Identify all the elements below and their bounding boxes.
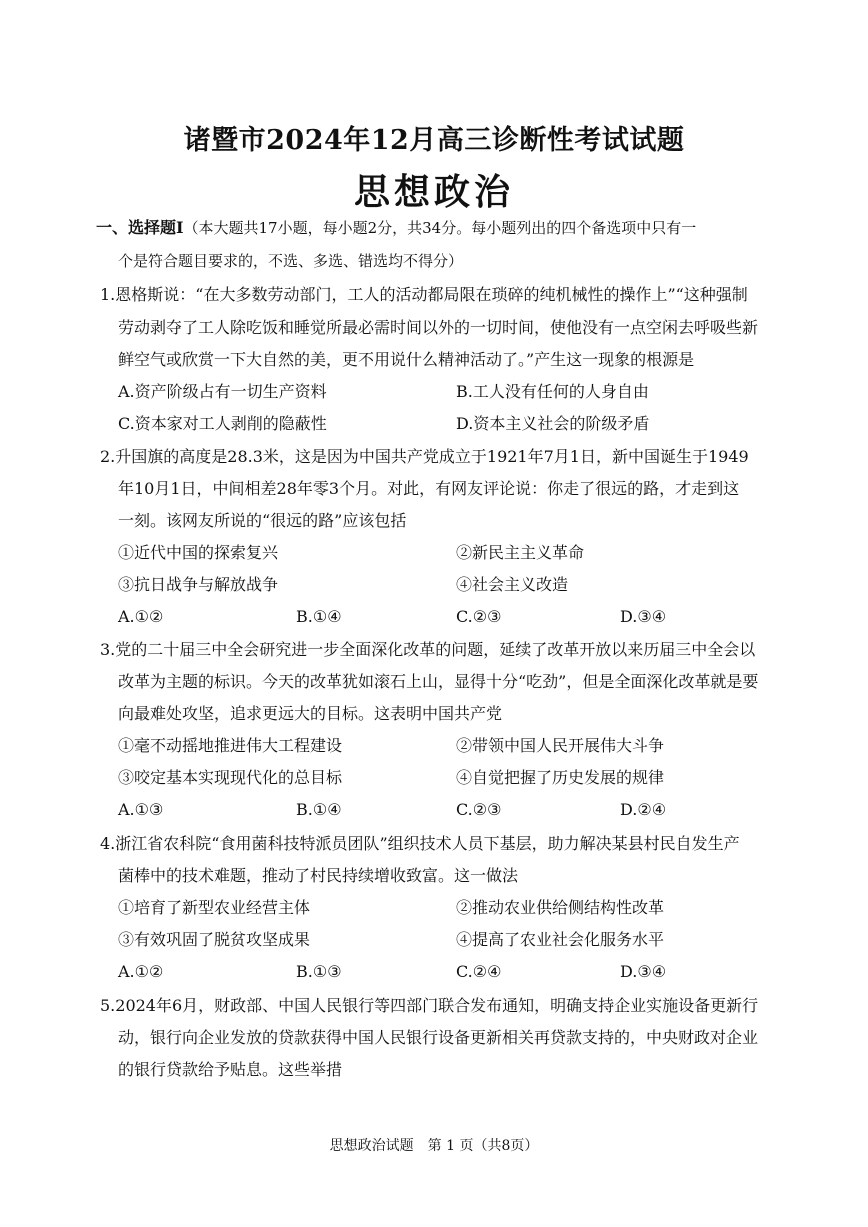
answer-option: B.①③ (296, 962, 342, 981)
answer-option: C.②④ (456, 962, 502, 981)
answer-option: A.①② (118, 607, 164, 626)
question-stem-line: 1.恩格斯说：“在大多数劳动部门，工人的活动都局限在琐碎的纯机械性的操作上”“这种强制 (100, 285, 748, 304)
answer-option: C.②③ (456, 607, 502, 626)
statement-item: ②推动农业供给侧结构性改革 (456, 898, 665, 917)
answer-option: C.②③ (456, 800, 502, 819)
answer-option: D.③④ (620, 607, 667, 626)
answer-option: B.①④ (296, 607, 342, 626)
statement-item: ③抗日战争与解放战争 (118, 575, 279, 594)
statement-item: ③咬定基本实现现代化的总目标 (118, 768, 343, 787)
answer-option: B.工人没有任何的人身自由 (456, 382, 649, 401)
answer-option: C.资本家对工人剥削的隐蔽性 (118, 414, 327, 433)
statement-item: ①毫不动摇地推进伟大工程建设 (118, 736, 343, 755)
question-stem-line: 劳动剥夺了工人除吃饭和睡觉所最必需时间以外的一切时间，使他没有一点空闲去呼吸些新 (118, 318, 759, 337)
question-stem-line: 年10月1日，中间相差28年零3个月。对此，有网友评论说：你走了很远的路，才走到这 (118, 479, 740, 498)
answer-option: A.①③ (118, 800, 164, 819)
question-stem-line: 动，银行向企业发放的贷款获得中国人民银行设备更新相关再贷款支持的，中央财政对企业 (118, 1028, 759, 1047)
statement-item: ②带领中国人民开展伟大斗争 (456, 736, 665, 755)
question-stem-line: 向最难处攻坚，追求更远大的目标。这表明中国共产党 (118, 704, 503, 723)
answer-option: D.②④ (620, 800, 667, 819)
section-heading: 一、选择题Ⅰ (96, 218, 184, 237)
statement-item: ③有效巩固了脱贫攻坚成果 (118, 930, 311, 949)
question-stem-line: 改革为主题的标识。今天的改革犹如滚石上山，显得十分“吃劲”，但是全面深化改革就是要 (118, 672, 759, 691)
section-note-line2: 个是符合题目要求的，不选、多选、错选均不得分） (118, 252, 464, 270)
question-stem-line: 的银行贷款给予贴息。这些举措 (118, 1060, 343, 1079)
statement-item: ①近代中国的探索复兴 (118, 543, 279, 562)
page-footer: 思想政治试题 第 1 页（共8页） (329, 1138, 539, 1154)
question-stem-line: 2.升国旗的高度是28.3米，这是因为中国共产党成立于1921年7月1日，新中国诞生于1949 (100, 447, 749, 466)
statement-item: ①培育了新型农业经营主体 (118, 898, 311, 917)
question-stem-line: 鲜空气或欣赏一下大自然的美，更不用说什么精神活动了。”产生这一现象的根源是 (118, 350, 695, 369)
statement-item: ④提高了农业社会化服务水平 (456, 930, 665, 949)
section-heading-line (96, 218, 696, 238)
question-stem-line: 一刻。该网友所说的“很远的路”应该包括 (118, 511, 407, 530)
question-stem-line: 5.2024年6月，财政部、中国人民银行等四部门联合发布通知，明确支持企业实施设备更新行 (100, 996, 759, 1015)
subject-title: 思想政治 (353, 171, 514, 213)
question-stem-line: 菌棒中的技术难题，推动了村民持续增收致富。这一做法 (118, 866, 519, 885)
exam-title: 诸暨市2024年12月高三诊断性考试试题 (183, 125, 685, 156)
answer-option: A.①② (118, 962, 164, 981)
statement-item: ④社会主义改造 (456, 575, 569, 594)
answer-option: D.资本主义社会的阶级矛盾 (456, 414, 650, 433)
question-stem-line: 4.浙江省农科院“食用菌科技特派员团队”组织技术人员下基层，助力解决某县村民自发生产 (100, 834, 740, 853)
statement-item: ②新民主主义革命 (456, 543, 585, 562)
question-stem-line: 3.党的二十届三中全会研究进一步全面深化改革的问题，延续了改革开放以来历届三中全会以 (100, 640, 756, 659)
answer-option: B.①④ (296, 800, 342, 819)
statement-item: ④自觉把握了历史发展的规律 (456, 768, 665, 787)
answer-option: D.③④ (620, 962, 667, 981)
answer-option: A.资产阶级占有一切生产资料 (118, 382, 327, 401)
section-note: （本大题共17小题，每小题2分，共34分。每小题列出的四个备选项中只有一 (183, 219, 697, 237)
